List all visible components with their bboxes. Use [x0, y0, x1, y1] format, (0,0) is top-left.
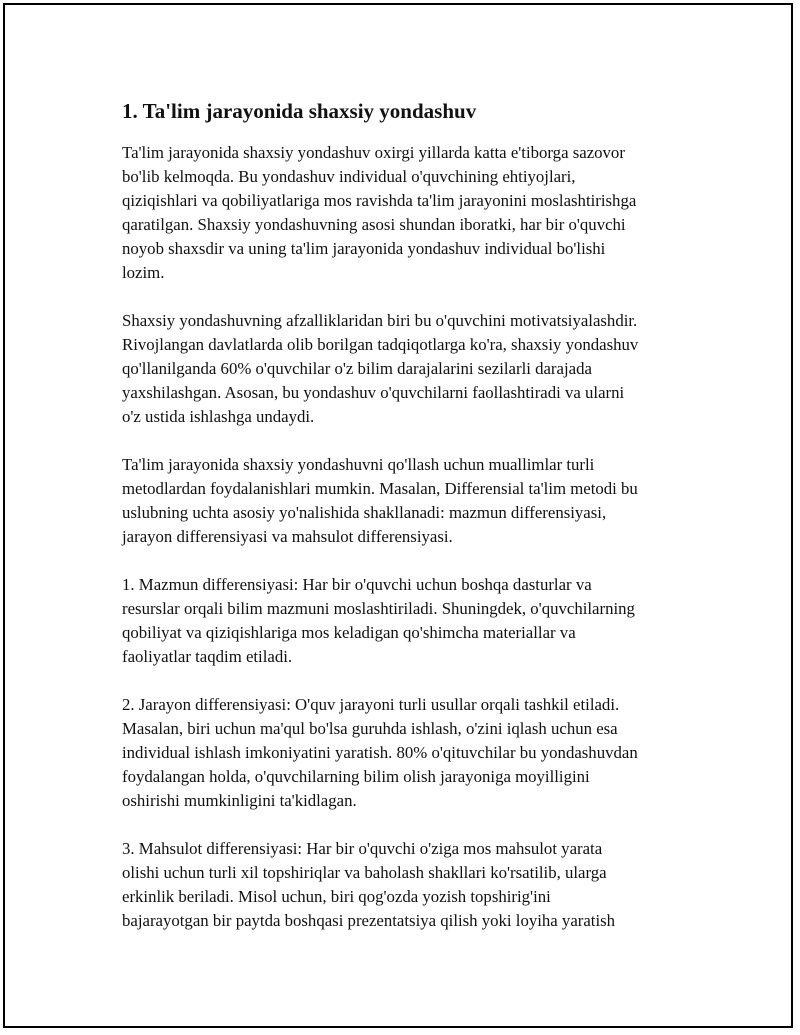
text-line: Ta'lim jarayonida shaxsiy yondashuv oxirgi yillarda katta e'tiborga sazovor — [122, 143, 625, 162]
text-line: qo'llanilganda 60% o'quvchilar o'z bilim darajalarini sezilarli darajada — [122, 359, 592, 378]
paragraph — [122, 693, 692, 813]
text-line: qaratilgan. Shaxsiy yondashuvning asosi shundan iboratki, har bir o'quvchi — [122, 215, 626, 234]
text-line: olishi uchun turli xil topshiriqlar va baholash shakllari ko'rsatilib, ularga — [122, 863, 607, 882]
paragraph — [122, 453, 692, 549]
paragraph-list — [122, 141, 692, 933]
text-line: yaxshilashgan. Asosan, bu yondashuv o'quvchilarni faollashtiradi va ularni — [122, 383, 625, 402]
text-line: bajarayotgan bir paytda boshqasi prezentatsiya qilish yoki loyiha yaratish — [122, 911, 616, 930]
text-line: bo'lib kelmoqda. Bu yondashuv individual o'quvchining ehtiyojlari, — [122, 167, 576, 186]
text-line: Shaxsiy yondashuvning afzalliklaridan biri bu o'quvchini motivatsiyalashdir. — [122, 311, 638, 330]
text-line: jarayon differensiyasi va mahsulot differensiyasi. — [122, 527, 453, 546]
text-line: 1. Mazmun differensiyasi: Har bir o'quvchi uchun boshqa dasturlar va — [122, 575, 592, 594]
text-line: uslubning uchta asosiy yo'nalishida shakllanadi: mazmun differensiyasi, — [122, 503, 607, 522]
text-line: resurslar orqali bilim mazmuni moslashtiriladi. Shuningdek, o'quvchilarning — [122, 599, 635, 618]
text-line: qiziqishlari va qobiliyatlariga mos ravishda ta'lim jarayonini moslashtirishga — [122, 191, 637, 210]
text-line: noyob shaxsdir va uning ta'lim jarayonida yondashuv individual bo'lishi — [122, 239, 606, 258]
text-line: qobiliyat va qiziqishlariga mos keladigan qo'shimcha materiallar va — [122, 623, 576, 642]
paragraph — [122, 573, 692, 669]
paragraph — [122, 141, 692, 285]
page-border — [3, 3, 793, 1028]
text-line: foydalangan holda, o'quvchilarning bilim olish jarayoniga moyilligini — [122, 767, 590, 786]
text-line: Masalan, biri uchun ma'qul bo'lsa guruhda ishlash, o'zini iqlash uchun esa — [122, 719, 618, 738]
text-line: oshirishi mumkinligini ta'kidlagan. — [122, 791, 357, 810]
text-line: metodlardan foydalanishlari mumkin. Masalan, Differensial ta'lim metodi bu — [122, 479, 638, 498]
text-line: faoliyatlar taqdim etiladi. — [122, 647, 293, 666]
paragraph — [122, 837, 692, 933]
text-line: 2. Jarayon differensiyasi: O'quv jarayoni turli usullar orqali tashkil etiladi. — [122, 695, 620, 714]
text-line: individual ishlash imkoniyatini yaratish. 80% o'qituvchilar bu yondashuvdan — [122, 743, 638, 762]
text-line: o'z ustida ishlashga undaydi. — [122, 407, 315, 426]
text-line: Rivojlangan davlatlarda olib borilgan tadqiqotlarga ko'ra, shaxsiy yondashuv — [122, 335, 639, 354]
paragraph — [122, 309, 692, 429]
text-line: 3. Mahsulot differensiyasi: Har bir o'quvchi o'ziga mos mahsulot yarata — [122, 839, 603, 858]
text-line: Ta'lim jarayonida shaxsiy yondashuvni qo'llash uchun muallimlar turli — [122, 455, 595, 474]
text-line: lozim. — [122, 263, 165, 282]
text-line: erkinlik beriladi. Misol uchun, biri qog'ozda yozish topshirig'ini — [122, 887, 551, 906]
section-title: 1. Ta'lim jarayonida shaxsiy yondashuv — [122, 99, 477, 123]
document-body — [122, 98, 692, 957]
